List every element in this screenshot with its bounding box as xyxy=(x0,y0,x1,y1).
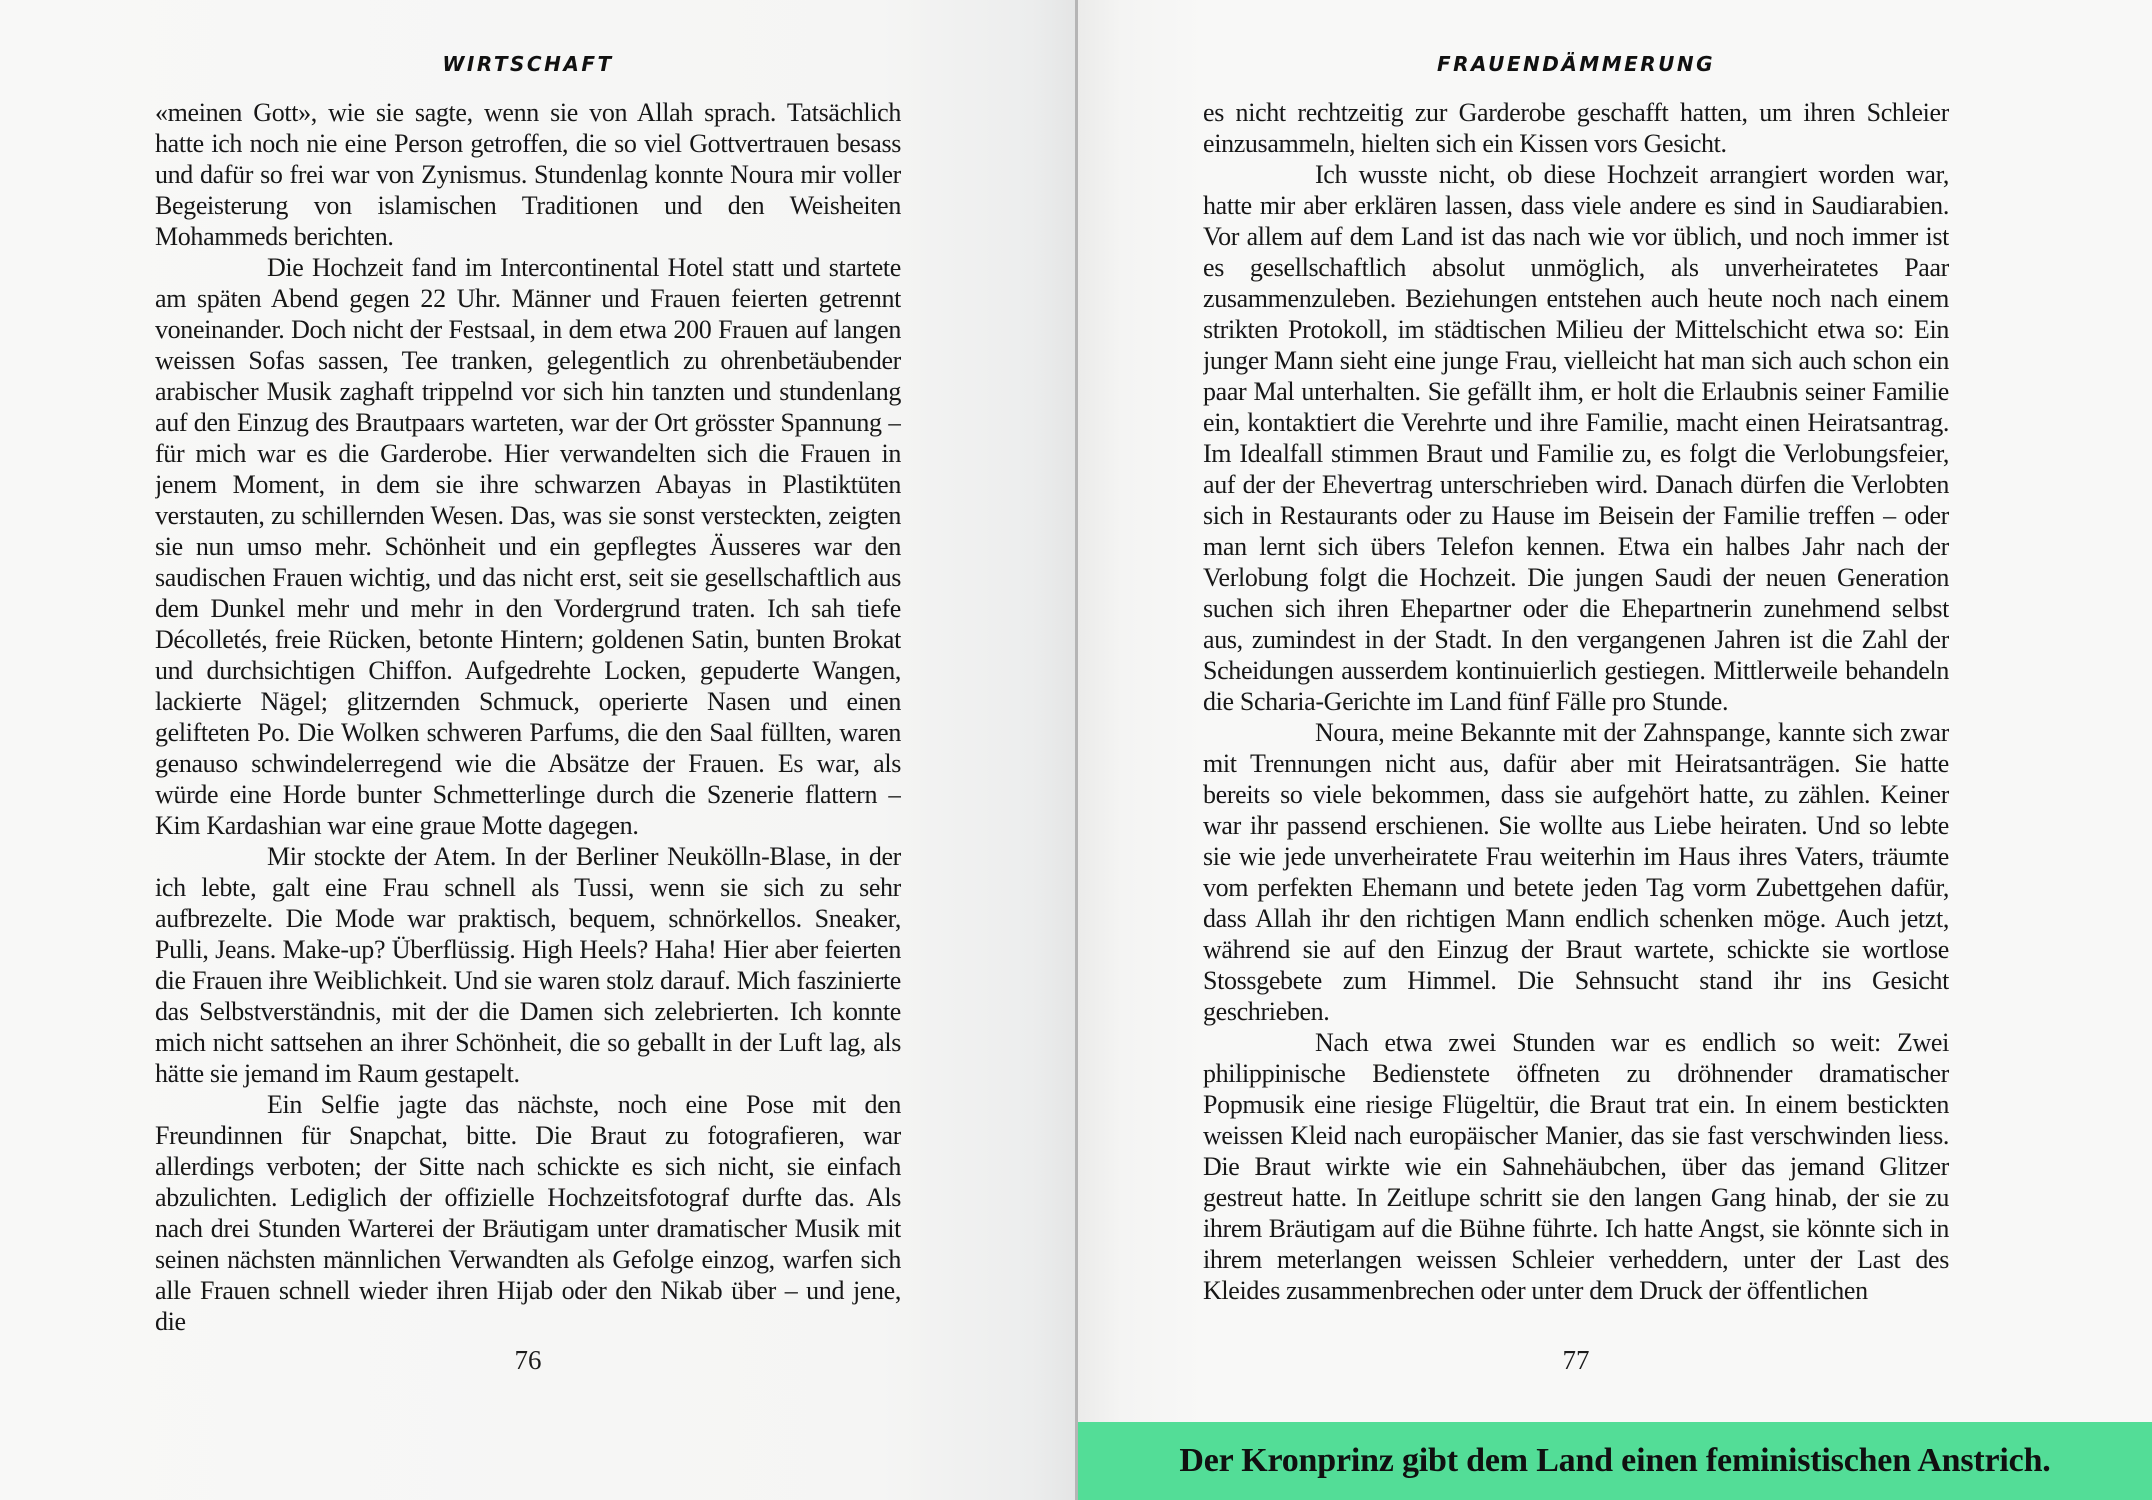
left-text-column xyxy=(155,52,901,1341)
page-number-right: 77 xyxy=(1562,1345,1590,1375)
left-body-text xyxy=(155,97,901,1341)
paragraph: Noura, meine Bekannte mit der Zahnspange, kannte sich zwar mit Trennungen nicht aus, dafür aber mit Heiratsanträgen. Sie hatte bereits so viele bekommen, dass sie aufgehört hatte, zu zählen. Keiner war ihr passend erschienen. Sie wollte aus Liebe heiraten. Und so lebte sie wie jede unverheiratete Frau weiterhin im Haus ihres Vaters, träumte vom perfekten Ehemann und betete jeden Tag vorm Zubettgehen dafür, dass Allah ihr den richtigen Mann endlich schenken möge. Auch jetzt, während sie auf den Einzug der Braut wartete, schickte sie wortlose Stossgebete zum Himmel. Die Sehnsucht stand ihr ins Gesicht geschrieben. xyxy=(1203,718,1949,1026)
page-number-left: 76 xyxy=(514,1345,542,1375)
right-text-column xyxy=(1203,52,1949,1341)
running-head-left: WIRTSCHAFT xyxy=(442,52,614,76)
right-body-text xyxy=(1203,97,1949,1341)
paragraph: Ich wusste nicht, ob diese Hochzeit arrangiert worden war, hatte mir aber erklären lassen, dass viele andere es sind in Saudiarabien. Vor allem auf dem Land ist das nach wie vor üblich, und noch immer ist es gesellschaftlich absolut unmöglich, als unverheiratetes Paar zusammenzuleben. Beziehungen entstehen auch heute noch nach einem strikten Protokoll, im städtischen Milieu der Mittelschicht etwa so: Ein junger Mann sieht eine junge Frau, vielleicht hat man sich auch schon ein paar Mal unterhalten. Sie gefällt ihm, er holt die Erlaubnis seiner Familie ein, kontaktiert die Verehrte und ihre Familie, macht einen Heiratsantrag. Im Idealfall stimmen Braut und Familie zu, es folgt die Verlobungsfeier, auf der der Ehevertrag unterschrieben wird. Danach dürfen die Verlobten sich in Restaurants oder zu Hause im Beisein der Familie treffen – oder man lernt sich übers Telefon kennen. Etwa ein halbes Jahr nach der Verlobung folgt die Hochzeit. Die jungen Saudi der neuen Generation suchen sich ihren Ehepartner oder die Ehepartnerin zunehmend selbst aus, zumindest in der Stadt. In den vergangenen Jahren ist die Zahl der Scheidungen ausserdem kontinuierlich gestiegen. Mittlerweile behandeln die Scharia-Gerichte im Land fünf Fälle pro Stunde. xyxy=(1203,160,1949,716)
paragraph: Nach etwa zwei Stunden war es endlich so weit: Zwei philippinische Bedienstete öffneten zu dröhnender dramatischer Popmusik eine riesige Flügeltür, die Braut trat ein. In einem bestickten weissen Kleid nach europäischer Manier, das sie fast verschwinden liess. Die Braut wirkte wie ein Sahnehäubchen, über das jemand Glitzer gestreut hatte. In Zeitlupe schritt sie den langen Gang hinab, der sie zu ihrem Bräutigam auf die Bühne führte. Ich hatte Angst, sie könnte sich in ihrem meterlangen weissen Schleier verheddern, unter der Last des Kleides zusammenbrechen oder unter dem Druck der öffentlichen xyxy=(1203,1028,1949,1305)
paragraph: Die Hochzeit fand im Intercontinental Hotel statt und startete am späten Abend gegen 22 Uhr. Männer und Frauen feierten getrennt voneinander. Doch nicht der Festsaal, in dem etwa 200 Frauen auf langen weissen Sofas sassen, Tee tranken, gelegentlich zu ohrenbetäubender arabischer Musik zaghaft trippelnd vor sich hin tanzten und stundenlang auf den Einzug des Brautpaars warteten, war der Ort grösster Spannung – für mich war es die Garderobe. Hier verwandelten sich die Frauen in jenem Moment, in dem sie ihre schwarzen Abayas in Plastiktüten verstauten, zu schillernden Wesen. Das, was sie sonst versteckten, zeigten sie nun umso mehr. Schönheit und ein gepflegtes Äusseres war den saudischen Frauen wichtig, und das nicht erst, seit sie gesellschaftlich aus dem Dunkel mehr und mehr in den Vordergrund traten. Ich sah tiefe Décolletés, freie Rücken, betonte Hintern; goldenen Satin, bunten Brokat und durchsichtigen Chiffon. Aufgedrehte Locken, gepuderte Wangen, lackierte Nägel; glitzernden Schmuck, operierte Nasen und einen gelifteten Po. Die Wolken schweren Parfums, die den Saal füllten, waren genauso schwindelerregend wie die Absätze der Frauen. Es war, als würde eine Horde bunter Schmetterlinge durch die Szenerie flattern – Kim Kardashian war eine graue Motte dagegen. xyxy=(155,253,901,840)
paragraph: Mir stockte der Atem. In der Berliner Neukölln-Blase, in der ich lebte, galt eine Frau schnell als Tussi, wenn sie sich zu sehr aufbrezelte. Die Mode war praktisch, bequem, schnörkellos. Sneaker, Pulli, Jeans. Make-up? Überflüssig. High Heels? Haha! Hier aber feierten die Frauen ihre Weiblichkeit. Und sie waren stolz darauf. Mich faszinierte das Selbstverständnis, mit der die Damen sich zelebrierten. Ich konnte mich nicht sattsehen an ihrer Schönheit, die so geballt in der Luft lag, als hätte sie jemand im Raum gestapelt. xyxy=(155,842,901,1088)
book-page-left xyxy=(0,0,1075,1500)
running-head-right: FRAUENDÄMMERUNG xyxy=(1436,52,1716,76)
highlight-banner xyxy=(1078,1422,2152,1500)
paragraph: Ein Selfie jagte das nächste, noch eine Pose mit den Freundinnen für Snapchat, bitte. Die Braut zu fotografieren, war allerdings verboten; der Sitte nach schickte es sich nicht, sie einfach abzulichten. Lediglich der offizielle Hochzeitsfotograf durfte das. Als nach drei Stunden Warterei der Bräutigam unter dramatischer Musik mit seinen nächsten männlichen Verwandten als Gefolge einzog, warfen sich alle Frauen schnell wieder ihren Hijab oder den Nikab über – und jene, die xyxy=(155,1090,901,1336)
book-page-right xyxy=(1078,0,2152,1500)
banner-text: Der Kronprinz gibt dem Land einen feministischen Anstrich. xyxy=(1179,1442,2051,1479)
paragraph: «meinen Gott», wie sie sagte, wenn sie von Allah sprach. Tatsächlich hatte ich noch nie eine Person getroffen, die so viel Gottvertrauen besass und dafür so frei war von Zynismus. Stundenlag konnte Noura mir voller Begeisterung von islamischen Traditionen und den Weisheiten Mohammeds berichten. xyxy=(155,98,901,251)
paragraph: es nicht rechtzeitig zur Garderobe geschafft hatten, um ihren Schleier einzusammeln, hielten sich ein Kissen vors Gesicht. xyxy=(1203,98,1949,158)
